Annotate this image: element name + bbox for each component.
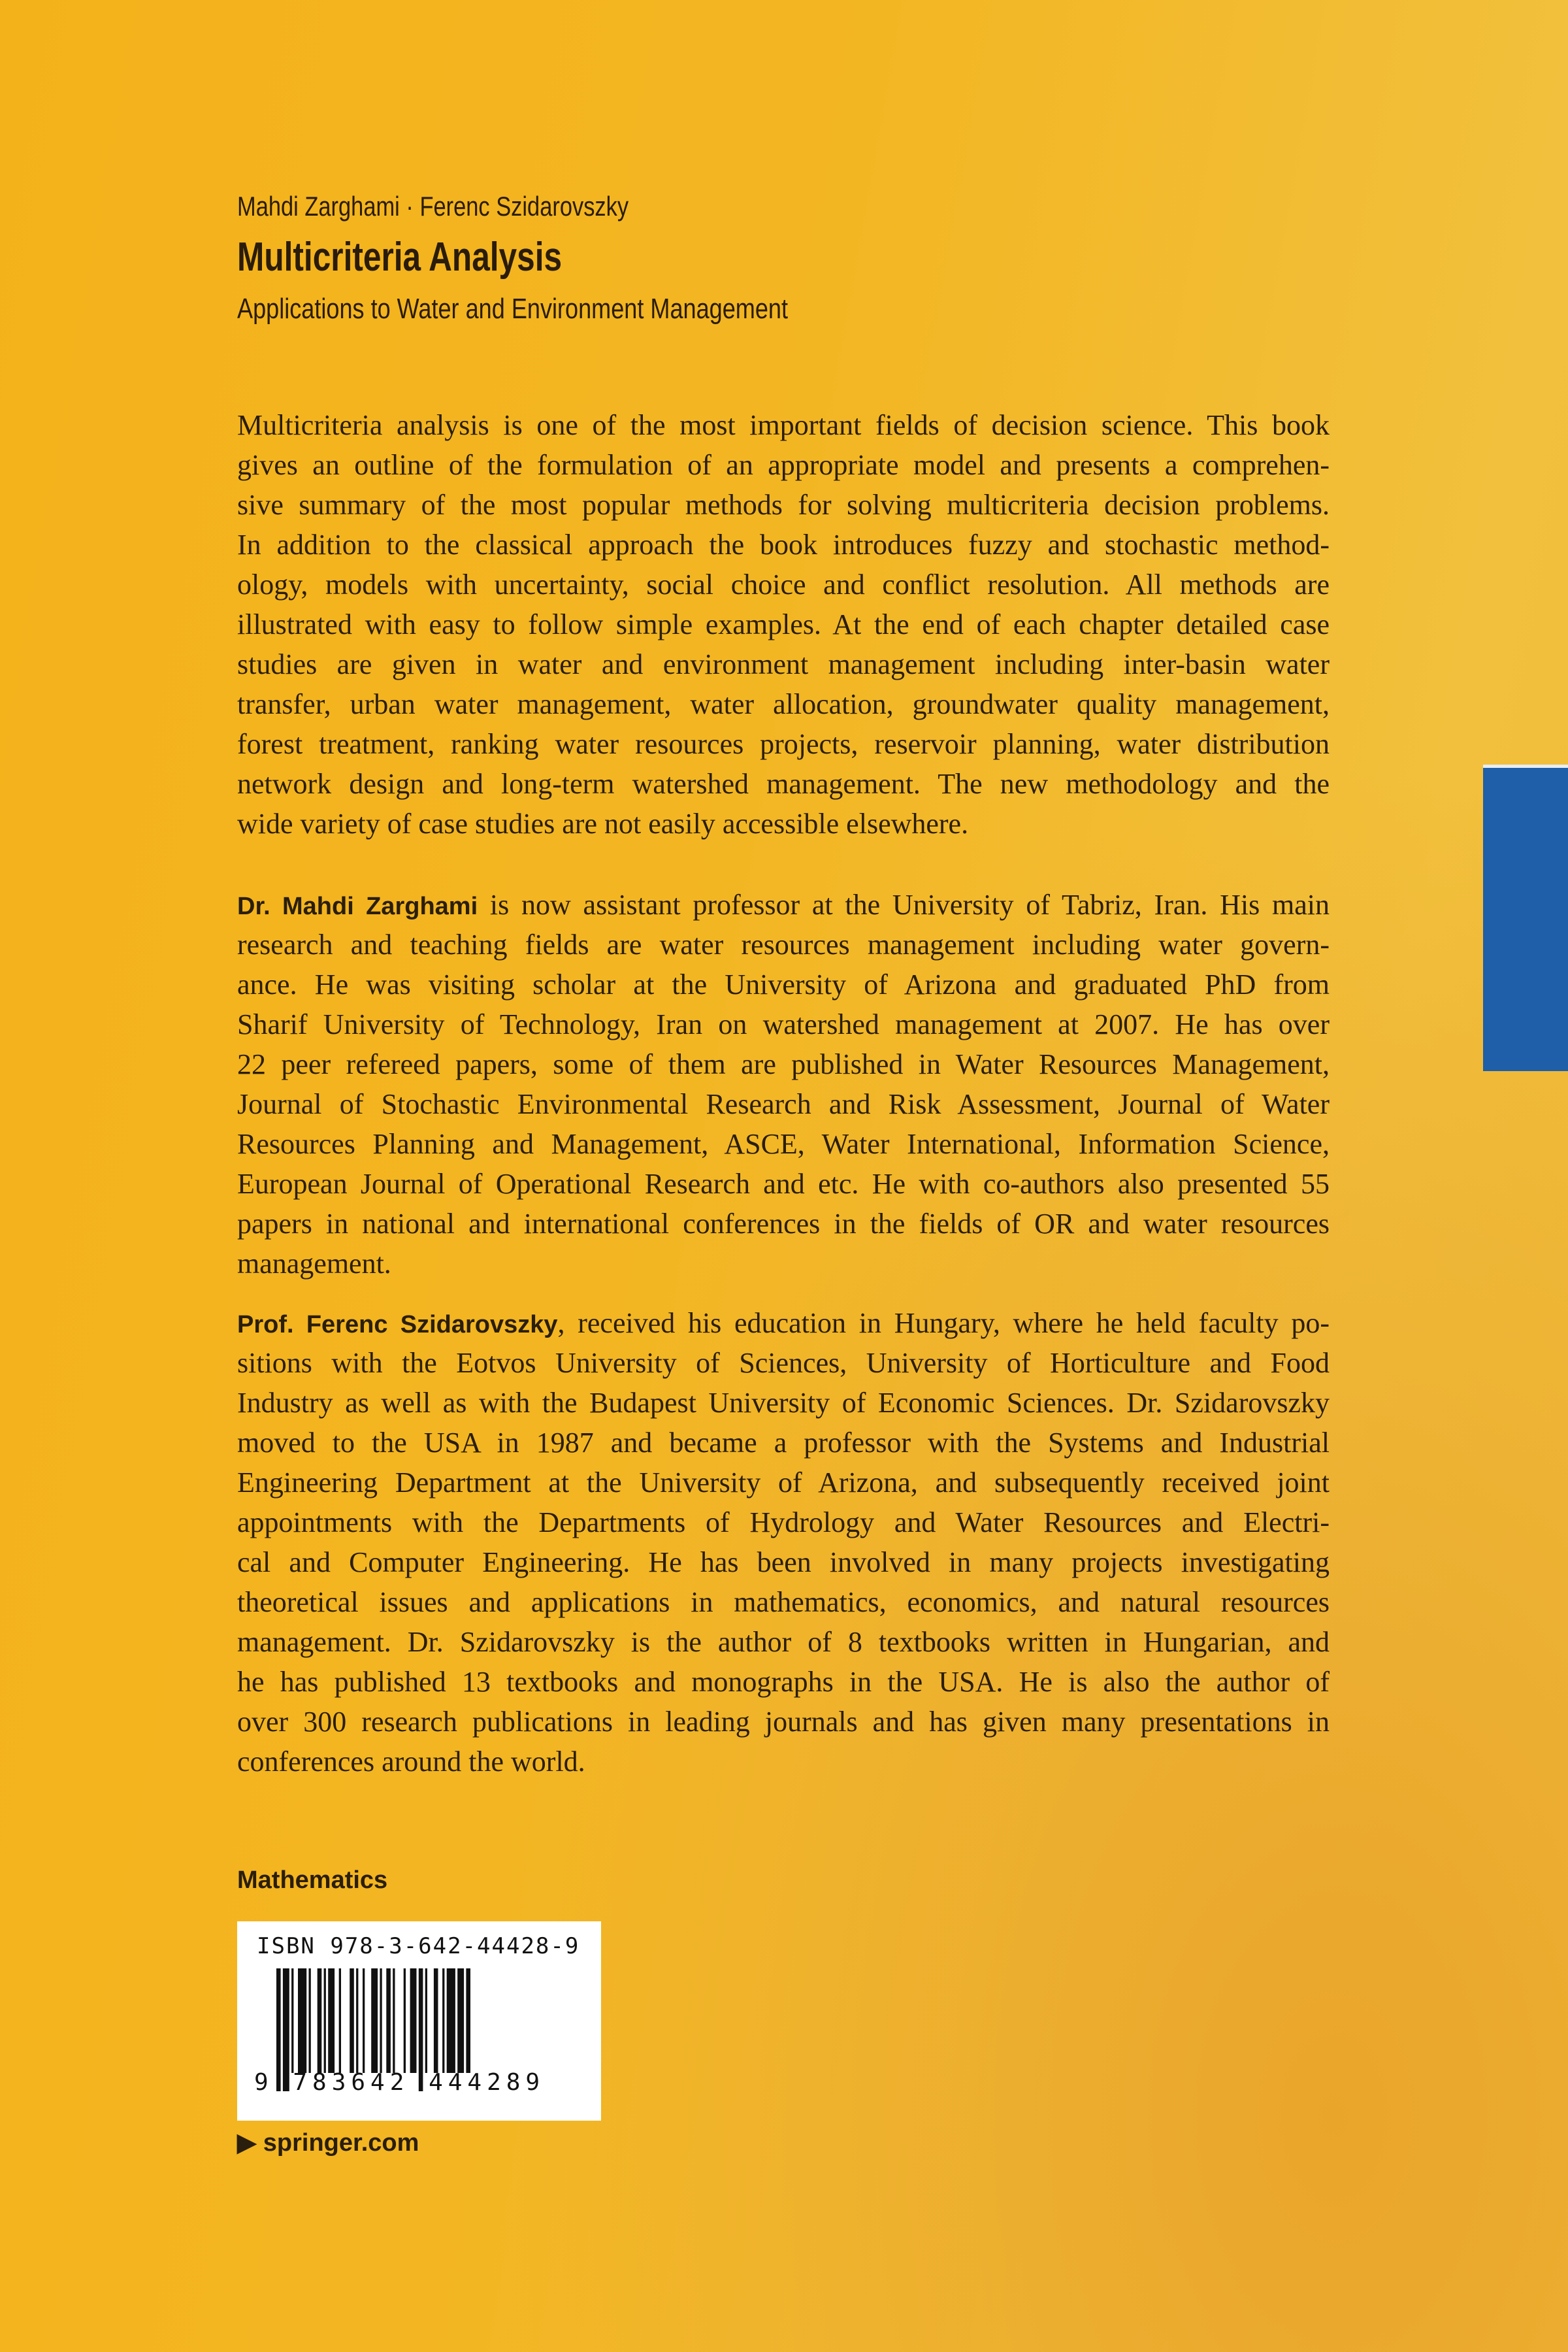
text-line: European Journal of Operational Research and etc. He with co-authors also presented 55 [237,1168,1330,1200]
text-line: gives an outline of the formulation of an appropriate model and presents a comprehen- [237,449,1330,481]
text-line: transfer, urban water management, water allocation, groundwater quality management, [237,688,1330,720]
text-line: Multicriteria analysis is one of the most important fields of decision science. This book [237,409,1330,441]
text-line: Industry as well as with the Budapest University of Economic Sciences. Dr. Szidarovszky [237,1387,1330,1419]
book-title: Multicriteria Analysis [237,235,563,280]
authors: Mahdi Zarghami · Ferenc Szidarovszky [237,191,629,222]
barcode-bar [425,1968,427,2073]
text-line: moved to the USA in 1987 and became a professor with the Systems and Industrial [237,1427,1330,1459]
barcode-bar [350,1968,354,2073]
text-line: Journal of Stochastic Environmental Research and Risk Assessment, Journal of Water [237,1088,1330,1120]
author-name: Prof. Ferenc Szidarovszky [237,1311,558,1338]
barcode-bar [291,1968,293,2073]
text-line: theoretical issues and applications in mathematics, economics, and natural resources [237,1586,1330,1618]
arrow-right-icon: ▶ [237,2129,263,2157]
barcode-bar [298,1968,306,2073]
text-line: papers in national and international conferences in the fields of OR and water resources [237,1208,1330,1240]
text-line: sive summary of the most popular methods for solving multicriteria decision problems. [237,489,1330,521]
bio-text: is now assistant professor at the University of Tabriz, Iran. His main [478,889,1330,921]
barcode-bar [328,1968,335,2073]
text-line: management. [237,1248,391,1280]
bio-line [237,1303,1330,1343]
author-name: Dr. Mahdi Zarghami [237,893,478,920]
text-line: over 300 research publications in leading journals and has given many presentations in [237,1706,1330,1738]
text-line: management. Dr. Szidarovszky is the author of 8 textbooks written in Hungarian, and [237,1626,1330,1658]
text-line: cal and Computer Engineering. He has been involved in many projects investigating [237,1546,1330,1578]
isbn-barcode [237,1921,601,2121]
description-paragraph [237,405,1330,844]
barcode-bar [447,1968,455,2073]
author-bio-zarghami [237,885,1330,1284]
text-line: research and teaching fields are water resources management including water govern- [237,929,1330,961]
barcode-bar [318,1968,322,2073]
text-line: ance. He was visiting scholar at the University of Arizona and graduated PhD from [237,969,1330,1001]
barcode-digits: 9 783642 444289 [254,2069,546,2096]
author-bio-szidarovszky [237,1303,1330,1781]
text-line: ology, models with uncertainty, social choice and conflict resolution. All methods are [237,569,1330,601]
barcode-bar [339,1968,341,2073]
barcode-bar [404,1968,406,2073]
text-line: he has published 13 textbooks and monographs in the USA. He is also the author of [237,1666,1330,1698]
barcode-bar [324,1968,326,2073]
text-line: Resources Planning and Management, ASCE, Water International, Information Science, [237,1128,1330,1160]
text-line: illustrated with easy to follow simple examples. At the end of each chapter detailed case [237,608,1330,640]
springer-link[interactable] [237,2128,419,2157]
bio-line [237,885,1330,925]
barcode-bar [393,1968,395,2073]
text-line: sitions with the Eotvos University of Sciences, University of Horticulture and Food [237,1347,1330,1379]
isbn-text: ISBN 978-3-642-44428-9 [257,1933,580,1959]
springer-url[interactable]: springer.com [263,2129,419,2157]
text-line: Sharif University of Technology, Iran on watershed management at 2007. He has over [237,1008,1330,1040]
text-line: wide variety of case studies are not easily accessible elsewhere. [237,808,969,840]
subject-category: Mathematics [237,1866,388,1894]
text-line: forest treatment, ranking water resources projects, reservoir planning, water distribution [237,728,1330,760]
spine-color-tab [1483,765,1568,1071]
barcode-bar [410,1968,417,2073]
text-line: conferences around the world. [237,1746,585,1778]
barcode-bar [457,1968,464,2073]
text-line: In addition to the classical approach the book introduces fuzzy and stochastic method- [237,529,1330,561]
barcode-bar [356,1968,358,2073]
barcode-bar [380,1968,382,2073]
barcode-bar [371,1968,378,2073]
barcode-bar [466,1968,470,2073]
text-line: studies are given in water and environment management including inter-basin water [237,648,1330,680]
text-line: network design and long-term watershed management. The new methodology and the [237,768,1330,800]
text-line: 22 peer refereed papers, some of them are published in Water Resources Management, [237,1048,1330,1080]
barcode-bar [442,1968,444,2073]
text-line: Engineering Department at the University of Arizona, and subsequently received joint [237,1466,1330,1499]
book-subtitle: Applications to Water and Environment Management [237,293,788,325]
text-line: appointments with the Departments of Hydrology and Water Resources and Electri- [237,1506,1330,1538]
bio-text: , received his education in Hungary, where he held faculty po- [557,1307,1330,1339]
barcode-bar [363,1968,365,2073]
barcode-bar [386,1968,391,2073]
barcode-bar [309,1968,311,2073]
barcode-bar [434,1968,438,2073]
